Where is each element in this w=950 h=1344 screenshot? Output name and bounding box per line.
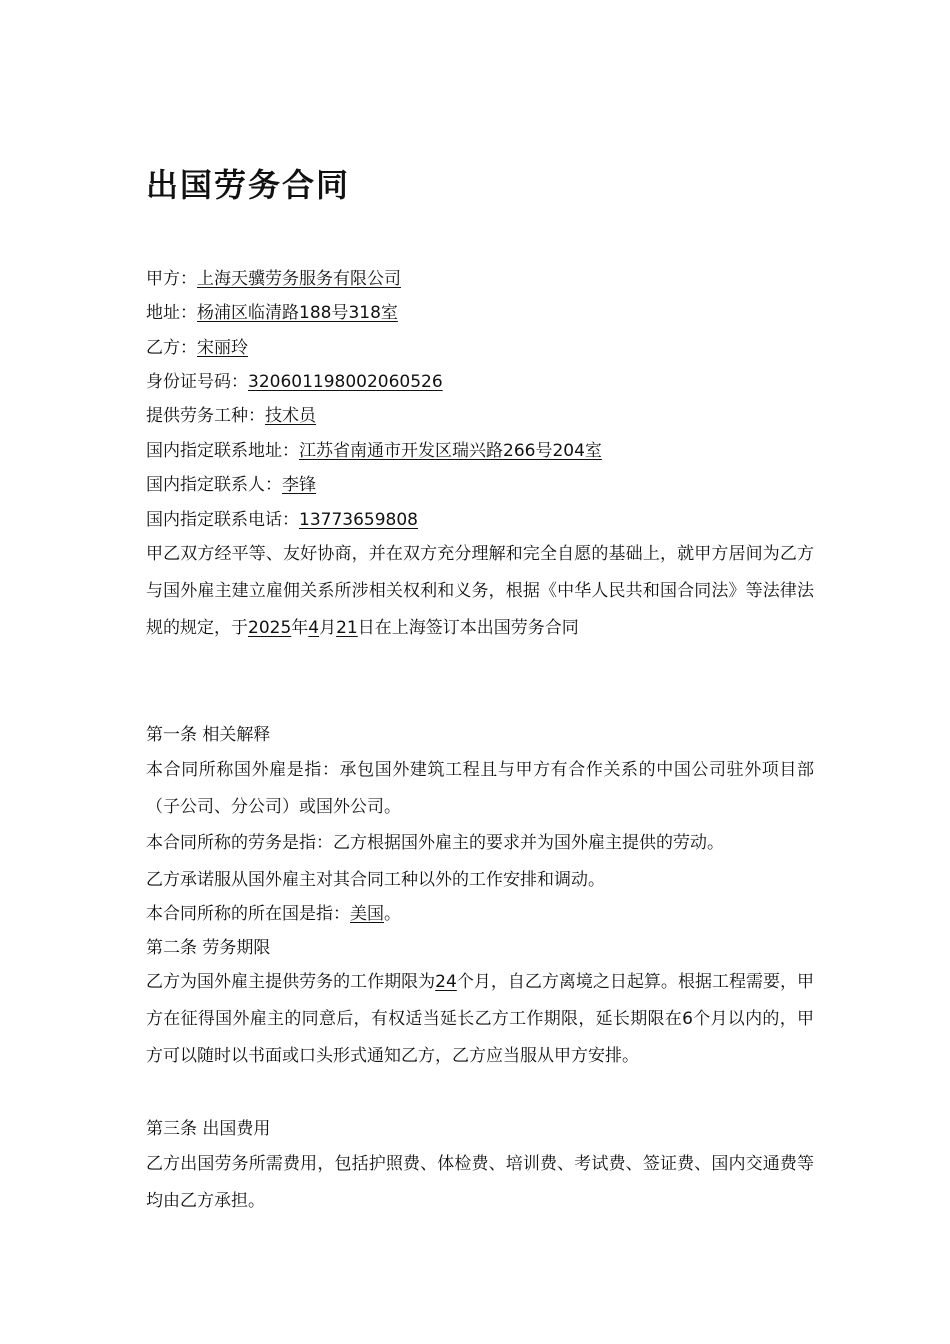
sign-day: 21 xyxy=(336,618,358,638)
party-b-label: 乙方： xyxy=(146,338,197,358)
contact-person-line xyxy=(146,474,826,496)
contact-person-label: 国内指定联系人： xyxy=(146,475,282,495)
contact-phone-line xyxy=(146,509,826,531)
contact-phone-value: 13773659808 xyxy=(299,510,418,530)
work-period-months: 24 xyxy=(435,972,457,992)
sign-month-suffix: 月 xyxy=(319,618,337,638)
contact-address-line xyxy=(146,440,826,462)
contact-address-label: 国内指定联系地址： xyxy=(146,441,299,461)
party-b-line xyxy=(146,337,826,359)
job-type-value: 技术员 xyxy=(265,406,316,426)
article-1-heading: 第一条 相关解释 xyxy=(146,725,271,745)
id-number-line xyxy=(146,371,826,393)
sign-year-suffix: 年 xyxy=(291,618,309,638)
party-a-line xyxy=(146,268,826,290)
party-b-value: 宋丽玲 xyxy=(197,338,248,358)
party-a-value: 上海天骥劳务服务有限公司 xyxy=(197,269,401,289)
article-1-paragraph-2: 本合同所称的劳务是指：乙方根据国外雇主的要求并为国外雇主提供的劳动。 xyxy=(146,833,724,853)
host-country-value: 美国 xyxy=(350,904,384,924)
job-type-label: 提供劳务工种： xyxy=(146,406,265,426)
contact-phone-label: 国内指定联系电话： xyxy=(146,510,299,530)
article-1-paragraph-1: 本合同所称国外雇是指：承包国外建筑工程且与甲方有合作关系的中国公司驻外项目部（子公司、分公司）或国外公司。 xyxy=(146,760,814,817)
id-number-label: 身份证号码： xyxy=(146,372,248,392)
sign-year: 2025 xyxy=(248,618,292,638)
id-number-value: 320601198002060526 xyxy=(248,372,443,392)
contact-person-value: 李锋 xyxy=(282,475,316,495)
article-1-paragraph-4 xyxy=(146,903,826,925)
article-2-text-2: 个月，自乙方离境之日起算。根据工程需要，甲方在征得国外雇主的同意后，有权适当延长乙方工作期限，延长期限在6个月以内的，甲方可以随时以书面或口头形式通知乙方，乙方应当服从甲方安排。 xyxy=(146,972,815,1066)
intro-paragraph xyxy=(146,536,814,647)
contact-address-value: 江苏省南通市开发区瑞兴路266号204室 xyxy=(299,441,602,461)
address-value: 杨浦区临清路188号318室 xyxy=(197,303,398,323)
address-label: 地址： xyxy=(146,303,197,323)
party-a-label: 甲方： xyxy=(146,269,197,289)
job-type-line xyxy=(146,405,826,427)
intro-text-2: 日在上海签订本出国劳务合同 xyxy=(357,618,579,638)
article-2-heading: 第二条 劳务期限 xyxy=(146,938,271,958)
article-3-paragraph: 乙方出国劳务所需费用，包括护照费、体检费、培训费、考试费、签证费、国内交通费等均由乙方承担。 xyxy=(146,1154,814,1211)
document-title: 出国劳务合同 xyxy=(146,166,351,204)
host-country-end: 。 xyxy=(384,904,401,924)
sign-month: 4 xyxy=(308,618,320,638)
article-2-paragraph xyxy=(146,964,814,1075)
host-country-label: 本合同所称的所在国是指： xyxy=(146,904,350,924)
article-1-paragraph-3: 乙方承诺服从国外雇主对其合同工种以外的工作安排和调动。 xyxy=(146,870,605,890)
article-3-heading: 第三条 出国费用 xyxy=(146,1119,271,1139)
article-2-text-1: 乙方为国外雇主提供劳务的工作期限为 xyxy=(146,972,436,992)
intro-text-1: 甲乙双方经平等、友好协商，并在双方充分理解和完全自愿的基础上，就甲方居间为乙方与国外雇主建立雇佣关系所涉相关权利和义务，根据《中华人民共和国合同法》等法律法规的规定，于 xyxy=(146,544,814,638)
address-line xyxy=(146,302,826,324)
